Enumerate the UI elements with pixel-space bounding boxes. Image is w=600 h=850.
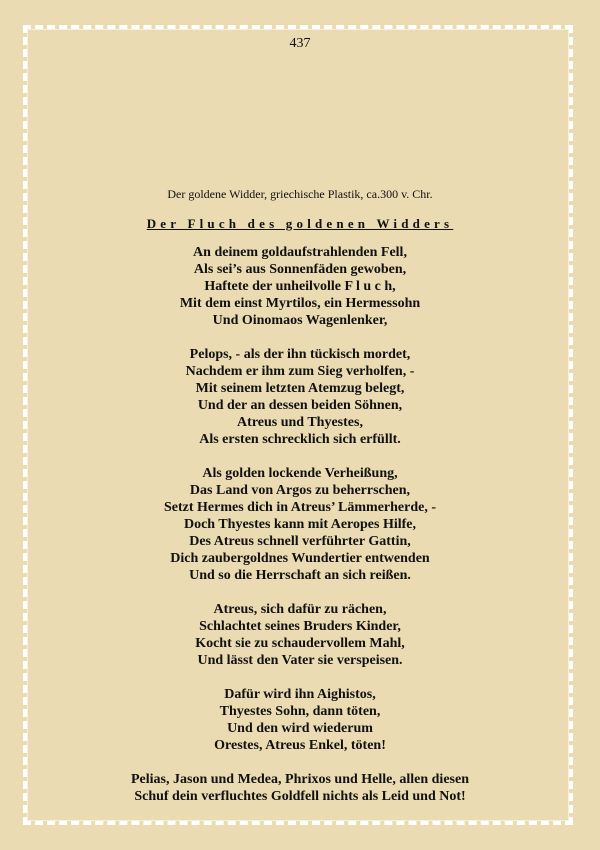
poem-line: Mit dem einst Myrtilos, ein Hermessohn [179, 296, 421, 311]
poem-line: Schuf dein verfluchtes Goldfell nichts als Leid und Not! [134, 789, 466, 804]
poem-line: Orestes, Atreus Enkel, töten! [214, 738, 386, 753]
poem-line: An deinem goldaufstrahlenden Fell, [193, 245, 407, 260]
stanza [0, 346, 600, 448]
poem-line: Und lässt den Vater sie verspeisen. [197, 653, 403, 668]
page-number: 437 [289, 36, 311, 51]
poem-line: Als golden lockende Verheißung, [202, 466, 398, 481]
stanza [0, 601, 600, 669]
poem-line: Dafür wird ihn Aighistos, [224, 687, 376, 702]
poem-line: Und den wird wiederum [227, 721, 373, 736]
poem-line: Pelias, Jason und Medea, Phrixos und Helle, allen diesen [131, 772, 469, 787]
stanza [0, 465, 600, 584]
poem-line: Pelops, - als der ihn tückisch mordet, [189, 347, 411, 362]
poem-line: Atreus und Thyestes, [237, 415, 363, 430]
stanza [0, 686, 600, 754]
stanza [0, 244, 600, 329]
poem-line: Als sei’s aus Sonnenfäden gewoben, [193, 262, 407, 277]
poem-line: Nachdem er ihm zum Sieg verholfen, - [185, 364, 415, 379]
poem-line: Und Oinomaos Wagenlenker, [212, 313, 388, 328]
poem-line: Und der an dessen beiden Söhnen, [197, 398, 403, 413]
poem-line: Das Land von Argos zu beherrschen, [189, 483, 411, 498]
poem-line: Setzt Hermes dich in Atreus’ Lämmerherde, - [163, 500, 437, 515]
poem-line: Kocht sie zu schaudervollem Mahl, [195, 636, 405, 651]
poem-title: Der Fluch des goldenen Widders [146, 216, 454, 231]
poem-line: Als ersten schrecklich sich erfüllt. [199, 432, 401, 447]
poem-line: Dich zaubergoldnes Wundertier entwenden [170, 551, 430, 566]
image-caption: Der goldene Widder, griechische Plastik, ca.300 v. Chr. [167, 187, 433, 201]
poem-line: Schlachtet seines Bruders Kinder, [199, 619, 401, 634]
poem-line: Doch Thyestes kann mit Aeropes Hilfe, [183, 517, 417, 532]
poem-line: Atreus, sich dafür zu rächen, [213, 602, 387, 617]
poem-line: Haftete der unheilvolle F l u c h, [204, 279, 396, 294]
stanza [0, 771, 600, 805]
page-content [0, 186, 600, 822]
poem-line: Mit seinem letzten Atemzug belegt, [195, 381, 405, 396]
poem-line: Thyestes Sohn, dann töten, [219, 704, 381, 719]
poem-line: Und so die Herrschaft an sich reißen. [189, 568, 411, 583]
poem [0, 244, 600, 805]
poem-line: Des Atreus schnell verführter Gattin, [189, 534, 411, 549]
